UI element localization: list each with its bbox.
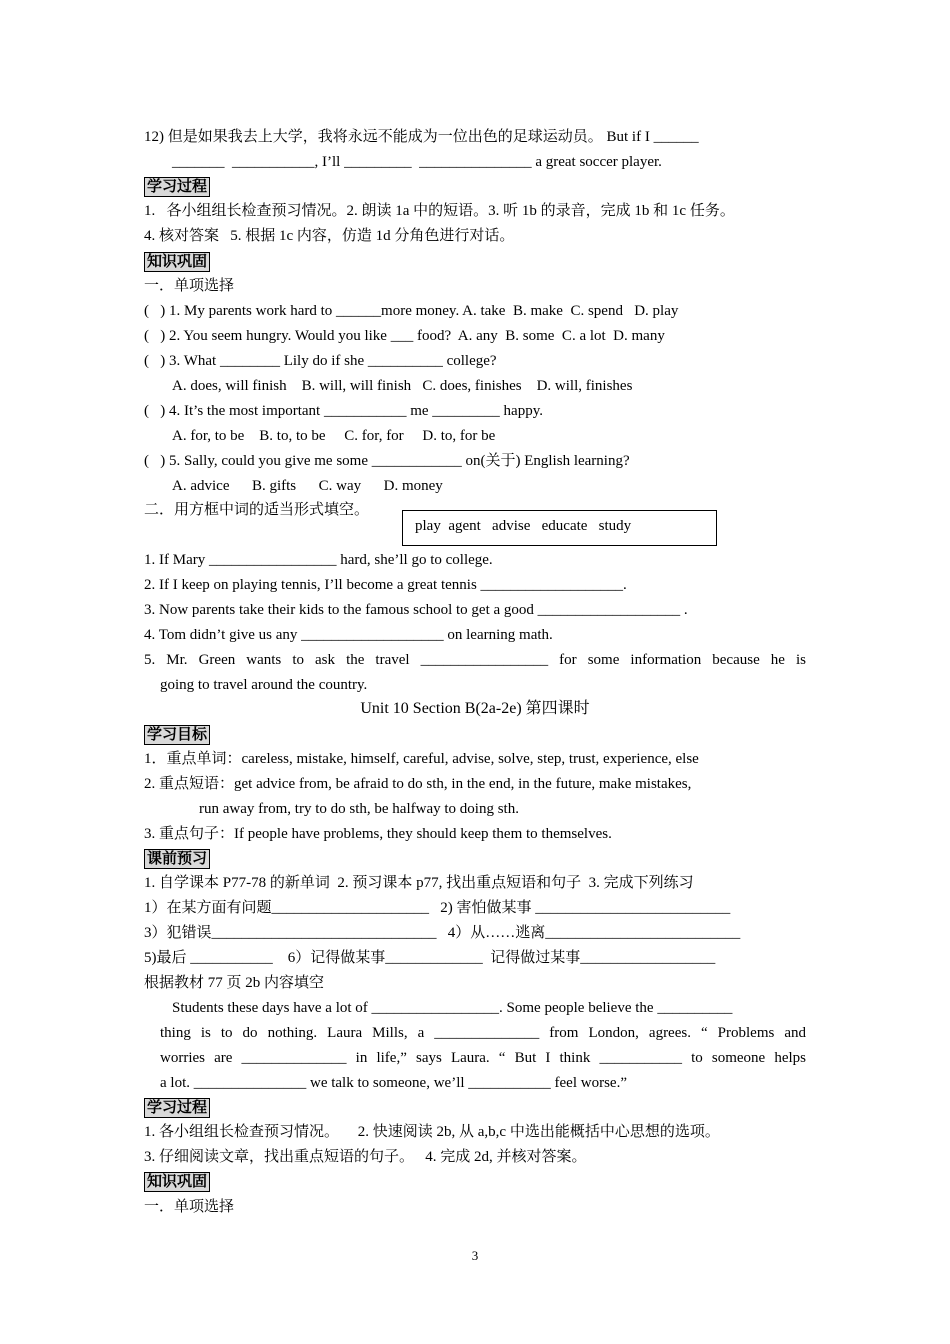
q12-line1: 12) 但是如果我去上大学，我将永远不能成为一位出色的足球运动员。 But if I ______ bbox=[144, 129, 699, 145]
mc-question: ( ) 3. What ________ Lily do if she __________ college? bbox=[144, 353, 497, 369]
mc-question: ( ) 2. You seem hungry. Would you like ___ food? A. any B. some C. a lot D. many bbox=[144, 328, 665, 344]
mc-question: ( ) 4. It’s the most important ___________ me _________ happy. bbox=[144, 403, 543, 419]
passage-line: a lot. _______________ we talk to someone, we’ll ___________ feel worse.” bbox=[160, 1075, 627, 1091]
process-line: 3. 仔细阅读文章，找出重点短语的句子。 4. 完成 2d, 并核对答案。 bbox=[144, 1149, 587, 1165]
mc-options: A. does, will finish B. will, will finish C. does, finishes D. will, finishes bbox=[172, 378, 633, 394]
word-box-text: play agent advise educate study bbox=[415, 518, 632, 534]
part1-title: 一．单项选择 bbox=[144, 278, 235, 294]
preview-header: 课前预习 bbox=[144, 849, 210, 869]
passage-line: thing is to do nothing. Laura Mills, a ______________ from London, agrees. “ Problems and bbox=[160, 1025, 806, 1041]
process-line: 1. 各小组组长检查预习情况。 2. 快速阅读 2b, 从 a,b,c 中选出能概括中心思想的选项。 bbox=[144, 1124, 720, 1140]
mc-options: A. advice B. gifts C. way D. money bbox=[172, 478, 443, 494]
fill-item: 5. Mr. Green wants to ask the travel _________________ for some information because he is bbox=[144, 652, 806, 668]
page-number: 3 bbox=[471, 1248, 479, 1263]
part1-title-2: 一．单项选择 bbox=[144, 1199, 235, 1215]
consolidate-header: 知识巩固 bbox=[144, 252, 210, 272]
fill-item: 1. If Mary _________________ hard, she’ll go to college. bbox=[144, 552, 493, 568]
goal-item: 2. 重点短语：get advice from, be afraid to do sth, in the end, in the future, make mistakes, bbox=[144, 776, 692, 792]
fill-item: 3. Now parents take their kids to the famous school to get a good ___________________ . bbox=[144, 602, 688, 618]
goal-item-cont: run away from, try to do sth, be halfway to doing sth. bbox=[199, 801, 519, 817]
passage-line: worries are ______________ in life,” says Laura. “ But I think ___________ to someone helps bbox=[160, 1050, 806, 1066]
goals-header: 学习目标 bbox=[144, 725, 210, 745]
section-title: Unit 10 Section B(2a-2e) 第四课时 bbox=[360, 700, 590, 717]
q12-line2: _______ ___________, I’ll _________ _______________ a great soccer player. bbox=[172, 154, 662, 170]
fill-item: 2. If I keep on playing tennis, I’ll become a great tennis ___________________. bbox=[144, 577, 627, 593]
consolidate-header-2: 知识巩固 bbox=[144, 1172, 210, 1192]
fill-item-cont: going to travel around the country. bbox=[160, 677, 368, 693]
goal-item: 1．重点单词：careless, mistake, himself, careful, advise, solve, step, trust, experience, else bbox=[144, 751, 699, 767]
mc-options: A. for, to be B. to, to be C. for, for D. to, for be bbox=[172, 428, 496, 444]
fill-item: 4. Tom didn’t give us any ___________________ on learning math. bbox=[144, 627, 553, 643]
preview-line: 1. 自学课本 P77-78 的新单词 2. 预习课本 p77, 找出重点短语和句子 3. 完成下列练习 bbox=[144, 875, 694, 891]
process-header-2: 学习过程 bbox=[144, 1098, 210, 1118]
mc-question: ( ) 1. My parents work hard to ______more money. A. take B. make C. spend D. play bbox=[144, 303, 679, 319]
process-header: 学习过程 bbox=[144, 177, 210, 197]
preview-line: 5)最后 ___________ 6）记得做某事_____________ 记得做过某事__________________ bbox=[144, 950, 716, 966]
preview-line: 3）犯错误______________________________ 4）从……逃离__________________________ bbox=[144, 925, 741, 941]
process-line: 4. 核对答案 5. 根据 1c 内容，仿造 1d 分角色进行对话。 bbox=[144, 228, 515, 244]
preview-line: 1）在某方面有问题_____________________ 2) 害怕做某事 __________________________ bbox=[144, 900, 731, 916]
mc-question: ( ) 5. Sally, could you give me some ____________ on(关于) English learning? bbox=[144, 453, 630, 469]
passage-line: Students these days have a lot of _________________. Some people believe the __________ bbox=[172, 1000, 733, 1016]
goal-item: 3. 重点句子：If people have problems, they should keep them to themselves. bbox=[144, 826, 612, 842]
part2-title: 二．用方框中词的适当形式填空。 bbox=[144, 502, 370, 518]
word-box bbox=[402, 510, 717, 546]
process-line: 1. 各小组组长检查预习情况。2. 朗读 1a 中的短语。3. 听 1b 的录音，完成 1b 和 1c 任务。 bbox=[144, 203, 735, 219]
preview-line: 根据教材 77 页 2b 内容填空 bbox=[144, 975, 325, 991]
